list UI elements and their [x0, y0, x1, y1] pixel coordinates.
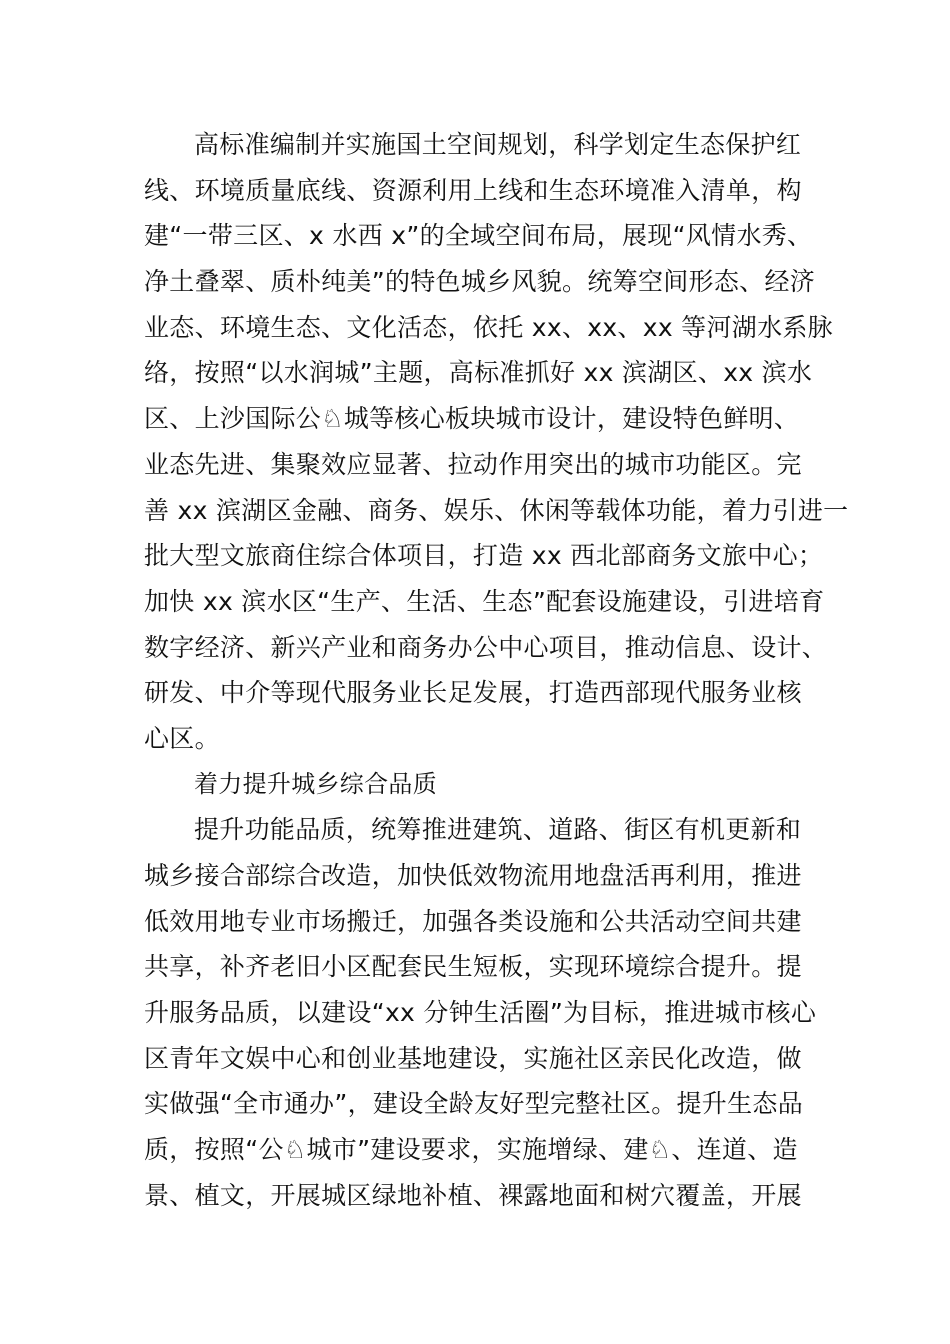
paragraph-1-line-13: 研发、中介等现代服务业长足发展，打造西部现代服务业核	[144, 678, 802, 708]
paragraph-2-line-7: 实做强“全市通办”，建设全龄友好型完整社区。提升生态品	[144, 1089, 804, 1119]
paragraph-1-line-10: 批大型文旅商住综合体项目，打造 xx 西北部商务文旅中心；	[144, 541, 824, 571]
paragraph-1-line-1: 高标准编制并实施国土空间规划，科学划定生态保护红	[194, 130, 802, 159]
paragraph-1-line-5: 业态、环境生态、文化活态，依托 xx、xx、xx 等河湖水系脉	[144, 312, 833, 342]
paragraph-2-line-3: 低效用地专业市场搬迁，加强各类设施和公共活动空间共建	[144, 906, 802, 936]
paragraph-1-line-8: 业态先进、集聚效应显著、拉动作用突出的城市功能区。完	[144, 449, 802, 479]
paragraph-1-line-11: 加快 xx 滨水区“生产、生活、生态”配套设施建设，引进培育	[144, 586, 825, 616]
paragraph-1-line-12: 数字经济、新兴产业和商务办公中心项目，推动信息、设计、	[144, 632, 828, 662]
paragraph-2-line-5: 升服务品质，以建设“xx 分钟生活圈”为目标，推进城市核心	[144, 998, 817, 1028]
paragraph-1-line-2: 线、环境质量底线、资源利用上线和生态环境准入清单，构	[144, 175, 802, 205]
paragraph-1-line-3: 建“一带三区、x 水西 x”的全域空间布局，展现“风情水秀、	[144, 221, 813, 251]
section-heading: 着力提升城乡综合品质	[194, 769, 437, 798]
paragraph-1-line-4: 净土叠翠、质朴纯美”的特色城乡风貌。统筹空间形态、经济	[144, 267, 816, 297]
paragraph-2-line-9: 景、植文，开展城区绿地补植、裸露地面和树穴覆盖，开展	[144, 1180, 802, 1210]
paragraph-1-line-7: 区、上沙国际公♘城等核心板块城市设计，建设特色鲜明、	[144, 404, 800, 434]
document-body	[144, 122, 849, 1219]
paragraph-1-line-14: 心区。	[144, 723, 220, 753]
paragraph-2-line-4: 共享，补齐老旧小区配套民生短板，实现环境综合提升。提	[144, 952, 802, 982]
paragraph-1-line-6: 络，按照“以水润城”主题，高标准抓好 xx 滨湖区、xx 滨水	[144, 358, 813, 388]
paragraph-2-line-1: 提升功能品质，统筹推进建筑、道路、街区有机更新和	[194, 815, 802, 845]
paragraph-2-line-6: 区青年文娱中心和创业基地建设，实施社区亲民化改造，做	[144, 1043, 802, 1073]
paragraph-1-line-9: 善 xx 滨湖区金融、商务、娱乐、休闲等载体功能，着力引进一	[144, 495, 849, 525]
paragraph-2-line-8: 质，按照“公♘城市”建设要求，实施增绿、建♘、连道、造	[144, 1135, 798, 1165]
paragraph-2-line-2: 城乡接合部综合改造，加快低效物流用地盘活再利用，推进	[144, 861, 802, 890]
